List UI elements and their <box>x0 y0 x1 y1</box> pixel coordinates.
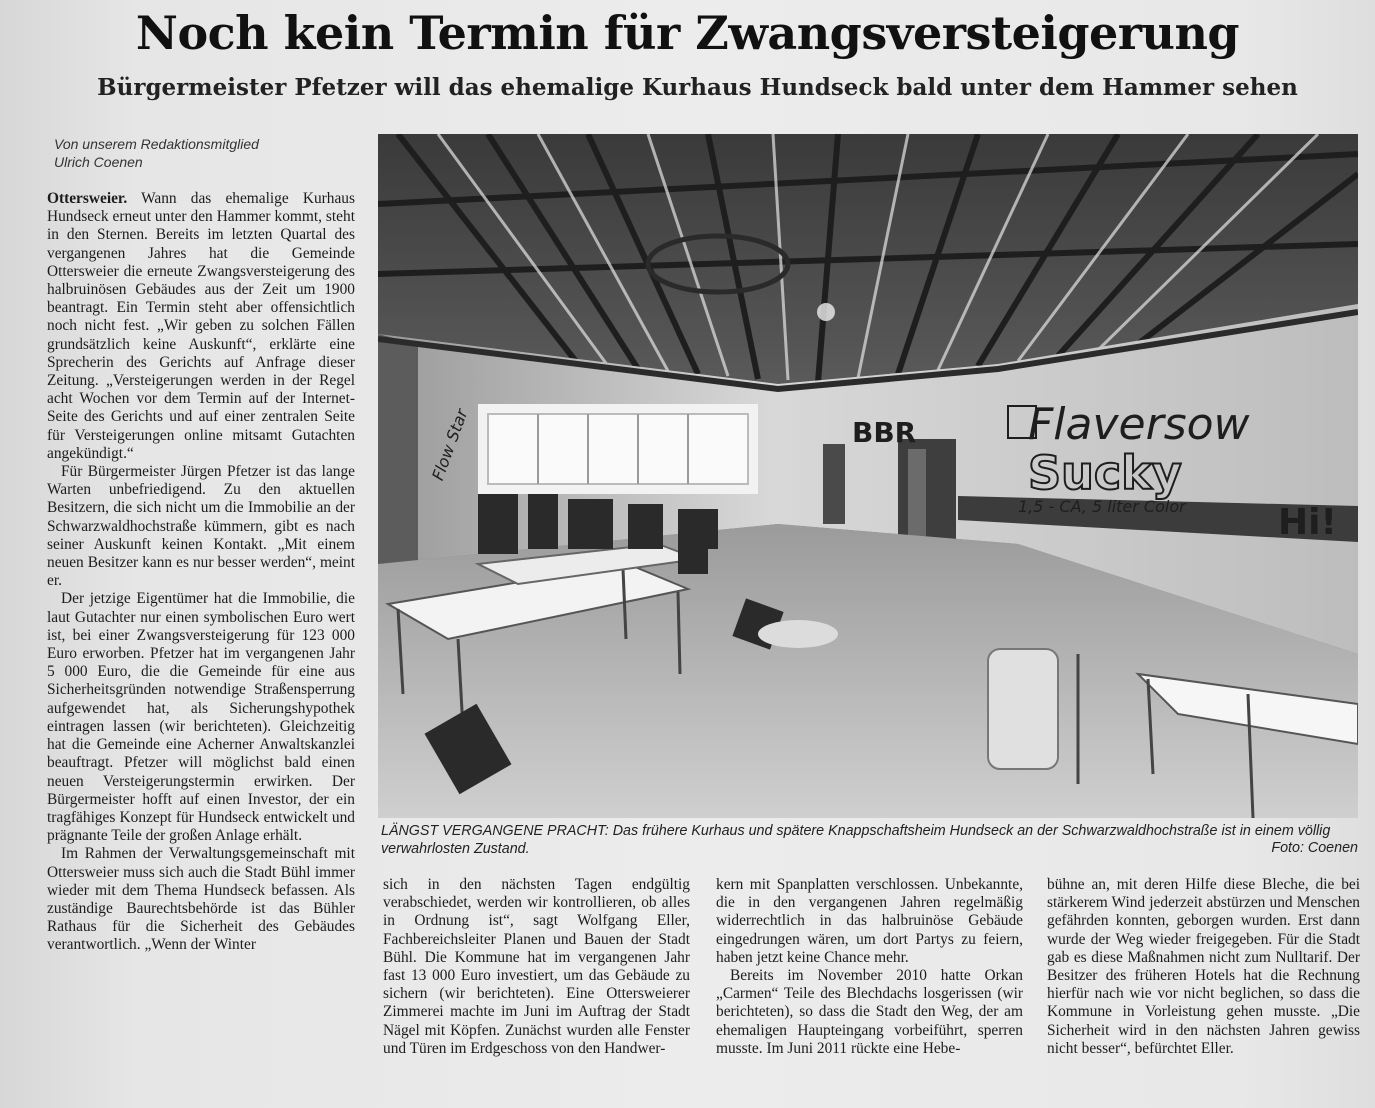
byline-author: Ulrich Coenen <box>54 154 143 170</box>
photo-ballroom-illustration <box>378 134 1358 818</box>
graffiti-flaversow: Flaversow <box>1028 399 1250 450</box>
article-column-1 <box>47 190 355 955</box>
graffiti-bbr: BBR <box>852 416 917 449</box>
headline: Noch kein Termin für Zwangsversteigerung <box>135 6 1240 60</box>
photo-credit: Foto: Coenen <box>1271 840 1358 856</box>
article-column-3 <box>716 876 1023 1058</box>
column-3-paragraph-1: kern mit Spanplatten verschlossen. Unbekannte, die in den vergangenen Jahren regelmäßig widerrechtlich in das halbruinöse Gebäude eingedrungen wären, um dort Partys zu feiern, haben jetzt keine Chance mehr. <box>716 876 1023 966</box>
column-2-text: sich in den nächsten Tagen endgültig verabschiedet, werden wir kontrollieren, ob alles in Ordnung ist“, sagt Wolfgang Eller, Fachbereichsleiter Planen und Bauen der Stadt Bühl. Die Kommune hat im vergangenen Jahr fast 13 000 Euro investiert, um das Gebäude zu sichern (wir berichteten). Eine Ottersweierer Zimmerei machte im Juni im Auftrag der Stadt Nägel mit Köpfen. Zunächst wurden alle Fenster und Türen im Erdgeschoss von den Handwer- <box>383 876 690 1057</box>
paragraph-1-text: Wann das ehemalige Kurhaus Hundseck erneut unter den Hammer kommt, steht in den Sternen. Bereits im letzten Quartal des vergangenen Jahres hat die Gemeinde Ottersweier die erneute Zwangsversteigerung des halbruinösen Gebäudes aus der Zeit um 1900 beantragt. Ein Termin steht aber offensichtlich noch nicht fest. „Wir geben zu solchen Fällen grundsätzlich keine Auskunft“, erklärte eine Sprecherin des Gerichts auf Anfrage dieser Zeitung. „Versteigerungen werden in der Regel acht Wochen vor dem Termin auf der Internet-Seite des Gerichts und auf einer zentralen Seite für Versteigerungen online mitsamt Gutachten angekündigt.“ <box>47 190 355 462</box>
paragraph-4: Im Rahmen der Verwaltungsgemeinschaft mit Ottersweier muss sich auch die Stadt Bühl immer wieder mit dem Thema Hundseck befassen. Als zuständige Baurechtsbehörde ist das Bühler Rathaus für die Sicherheit des Gebäudes verantwortlich. „Wenn der Winter <box>47 845 355 954</box>
graffiti-flow-star: Flow Star <box>428 406 472 483</box>
column-3-paragraph-2: Bereits im November 2010 hatte Orkan „Carmen“ Teile des Blechdachs losgerissen (wir berichteten), so dass die Stadt den Weg, der am ehemaligen Haupteingang vorbeiführt, sperren musste. Im Juni 2011 rückte eine Hebe- <box>716 967 1023 1057</box>
graffiti-sucky: Sucky <box>1028 446 1182 500</box>
subheadline: Bürgermeister Pfetzer will das ehemalige Kurhaus Hundseck bald unter dem Hammer sehen <box>97 74 1298 101</box>
byline <box>54 135 364 171</box>
graffiti-color: 1,5 - CA, 5 liter Color <box>1018 497 1186 516</box>
paragraph-1 <box>47 190 355 463</box>
graffiti-hi: Hi! <box>1278 502 1337 543</box>
article-photo <box>378 134 1358 818</box>
paragraph-3: Der jetzige Eigentümer hat die Immobilie, die laut Gutachter nur einen symbolischen Euro wert ist, bei einer Zwangsversteigerung für 123 000 Euro erworben. Pfetzer hat im vergangenen Jahr 5 000 Euro, die die Gemeinde für eine aus Sicherheitsgründen notwendige Straßensperrung aufgewendet hat, als Sicherungshypothek eintragen lassen (wir berichteten). Gleichzeitig hat die Gemeinde eine Acherner Anwaltskanzlei beauftragt. Pfetzer will möglichst bald einen neuen Versteigerungstermin erwirken. Der Bürgermeister hofft auf einen Investor, der ein tragfähiges Konzept für Hundseck entwickelt und prägnante Teile der großen Anlage erhält. <box>47 590 355 845</box>
byline-line-1: Von unserem Redaktionsmitglied <box>54 136 259 152</box>
column-4-text: bühne an, mit deren Hilfe diese Bleche, die bei stärkerem Wind jederzeit abstürzen und Menschen gefährden konnten, geborgen wurden. Erst dann wurde der Weg wieder freigegeben. Für die Stadt gab es diese Maßnahmen nicht zum Nulltarif. Der Besitzer des früheren Hotels hat die Rechnung hierfür nach wie vor nicht beglichen, so dass die Kommune in Vorleistung gehen musste. „Die Sicherheit wird in den nächsten Jahren gewiss nicht besser“, befürchtet Eller. <box>1047 876 1360 1057</box>
photo-caption: LÄNGST VERGANGENE PRACHT: Das frühere Kurhaus und spätere Knappschaftsheim Hundseck an der Schwarzwaldhochstraße ist in einem völlig verwahrlosten Zustand. <box>381 823 1331 857</box>
article-column-2 <box>383 876 690 1058</box>
paragraph-2: Für Bürgermeister Jürgen Pfetzer ist das lange Warten unbefriedigend. Zu den aktuellen Besitzern, die sich nicht um die Immobilie an der Schwarzwaldhochstraße kümmern, gibt es nach seiner Auskunft keinen Kontakt. „Mit einem neuen Besitzer kann es nur besser werden“, meint er. <box>47 463 355 590</box>
article-column-4 <box>1047 876 1360 1058</box>
dateline: Ottersweier. <box>47 190 128 207</box>
